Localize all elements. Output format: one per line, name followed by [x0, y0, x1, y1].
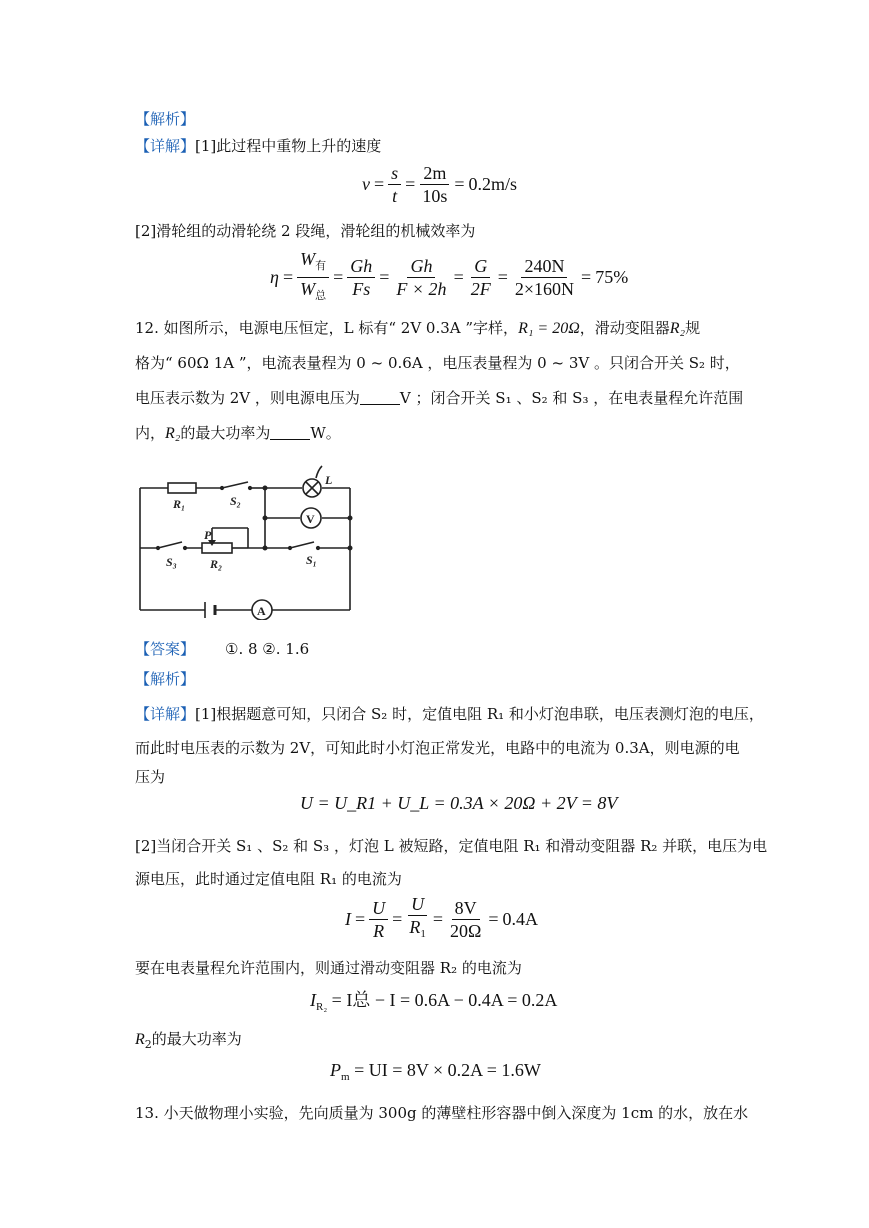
label-r2: R₂ — [210, 557, 223, 571]
q12-line-1 — [135, 317, 700, 338]
q12-line4-d: W。 — [310, 424, 341, 442]
eq-fs: Fs — [352, 279, 371, 299]
q11-step2-text: [2]滑轮组的动滑轮绕 2 段绳，滑轮组的机械效率为 — [135, 222, 476, 240]
q12-max-power-text: 的最大功率为 — [151, 1030, 242, 1048]
q12-line1-a: 12. 如图所示，电源电压恒定，L 标有“ 2V 0.3A ”字样， — [135, 319, 519, 337]
detail-tag-1: 【详解】 — [135, 137, 196, 155]
eq-g: G — [471, 255, 490, 278]
eq-current-r2: = I总 − I = 0.6A − 0.4A = 0.2A — [331, 990, 558, 1010]
eq-velocity-result: 0.2m/s — [468, 174, 518, 194]
answer-blank-2 — [270, 425, 310, 440]
efficiency-equation: η = $\frac{W_有}{W_总}$ = $\frac{Gh}{Fs}$ = $\frac{Gh}{F \times 2h}$ = $\frac{G}{2F}$ = $\frac{240N}{2\times 160N}$ = 75% — [270, 249, 629, 302]
q12-line4-a: 内， — [135, 424, 166, 442]
eq-2m: 2m — [420, 162, 449, 185]
label-a: A — [257, 604, 266, 618]
q12-line1-e: 规 — [685, 319, 701, 337]
label-s3: S₃ — [166, 555, 177, 569]
q12-detail2-line1: [2]当闭合开关 S₁ 、S₂ 和 S₃ ，灯泡 L 被短路，定值电阻 R₁ 和滑动变阻器 R₂ 并联，电压为电 — [135, 837, 768, 855]
q12-r2-symbol: R₂ — [669, 320, 686, 337]
eq-max-power: = UI = 8V × 0.2A = 1.6W — [354, 1060, 541, 1080]
eq-2x160n: 2×160N — [514, 279, 575, 299]
eq-240n: 240N — [521, 255, 567, 278]
q12-detail1-line1 — [135, 703, 764, 724]
q12-line1-c: ，滑动变阻器 — [579, 319, 670, 337]
eq-t: t — [392, 186, 398, 206]
source-voltage-equation: U = U_R1 + U_L = 0.3A × 20Ω + 2V = 8V — [300, 793, 618, 813]
eq-w2: W — [300, 279, 316, 299]
answer-line — [135, 638, 309, 659]
q13-line-1: 13. 小天做物理小实验，先向质量为 300g 的薄壁柱形容器中倒入深度为 1cm 的水，放在水 — [135, 1104, 749, 1122]
label-r1: R₁ — [173, 497, 186, 511]
eq-i: I — [345, 908, 351, 929]
q12-r1-value: R₁ = 20Ω — [518, 320, 580, 337]
label-p: P — [204, 528, 212, 542]
eq-u2: U — [408, 893, 427, 916]
q12-line-2: 格为“ 60Ω 1A ”，电流表量程为 0 ~ 0.6A ，电压表量程为 0 ~ 3V 。只闭合开关 S₂ 时， — [135, 354, 740, 372]
q12-r2-symbol-2: R₂ — [165, 425, 181, 442]
analysis-tag-1: 【解析】 — [135, 110, 196, 128]
eq-r: R — [373, 920, 385, 941]
eq-efficiency-result: 75% — [595, 267, 629, 287]
eq-w: W — [300, 249, 316, 269]
eq-2f: 2F — [470, 279, 491, 299]
q12-detail1-line3: 压为 — [135, 768, 166, 786]
label-v: V — [306, 512, 315, 526]
eq-gh: Gh — [347, 255, 375, 278]
q12-detail2-line2: 源电压，此时通过定值电阻 R₁ 的电流为 — [135, 870, 402, 888]
eq-f2h: F × 2h — [396, 279, 447, 299]
q12-detail2-line3: 要在电表量程允许范围内，则通过滑动变阻器 R₂ 的电流为 — [135, 959, 522, 977]
max-power-equation: $P_m$ = UI = 8V × 0.2A = 1.6W — [330, 1060, 541, 1083]
answer-values: ①. 8 ②. 1.6 — [225, 640, 310, 658]
eq-s: s — [388, 162, 401, 185]
eq-gh2: Gh — [407, 255, 435, 278]
eq-20ohm: 20Ω — [449, 920, 482, 941]
eq-r1: R — [409, 917, 421, 937]
label-s1: S₁ — [306, 553, 317, 567]
q12-detail1-line2: 而此时电压表的示数为 2V，可知此时小灯泡正常发光，电路中的电流为 0.3A，则电源的电 — [135, 739, 740, 757]
q12-line4-c: 的最大功率为 — [180, 424, 271, 442]
q12-line3-b: V ；闭合开关 S₁ 、S₂ 和 S₃ ，在电表量程允许范围 — [399, 389, 744, 407]
q11-step1-text: [1]此过程中重物上升的速度 — [195, 137, 382, 155]
eq-current-result: 0.4A — [502, 908, 539, 929]
label-s2: S₂ — [230, 494, 241, 508]
eq-8v: 8V — [452, 897, 480, 920]
q12-line-4 — [135, 422, 341, 443]
current-r1-equation: I = $\frac{U}{R}$ = $\frac{U}{R_1}$ = $\frac{8V}{20\Omega}$ = 0.4A — [345, 894, 539, 941]
q12-line-3 — [135, 387, 743, 408]
q12-line3-a: 电压表示数为 2V ，则电源电压为 — [135, 389, 360, 407]
eq-you: 有 — [315, 260, 327, 272]
current-r2-equation: $I_{R_2} = I$总 − I = 0.6A − 0.4A = 0.2A — [310, 990, 558, 1013]
q12-detail2-line4: $R_2$的最大功率为 — [135, 1030, 242, 1051]
label-l: L — [325, 473, 333, 487]
eq-u: U — [369, 897, 388, 920]
q12-detail1-text1: [1]根据题意可知，只闭合 S₂ 时，定值电阻 R₁ 和小灯泡串联，电压表测灯泡的电压， — [195, 705, 764, 723]
answer-tag: 【答案】 — [135, 640, 196, 658]
eq-v: v — [362, 174, 370, 194]
eq-10s: 10s — [422, 186, 448, 206]
eq-eta: η — [270, 267, 279, 287]
detail-tag-2: 【详解】 — [135, 705, 196, 723]
detail-line-q11-1 — [135, 135, 381, 156]
analysis-tag-2: 【解析】 — [135, 670, 196, 688]
circuit-diagram — [130, 460, 360, 620]
answer-blank-1 — [360, 390, 400, 405]
velocity-equation: v = $\frac{s}{t}$ = $\frac{2m}{10s}$ = 0.2m/s — [362, 163, 518, 206]
eq-zong: 总 — [315, 290, 327, 302]
